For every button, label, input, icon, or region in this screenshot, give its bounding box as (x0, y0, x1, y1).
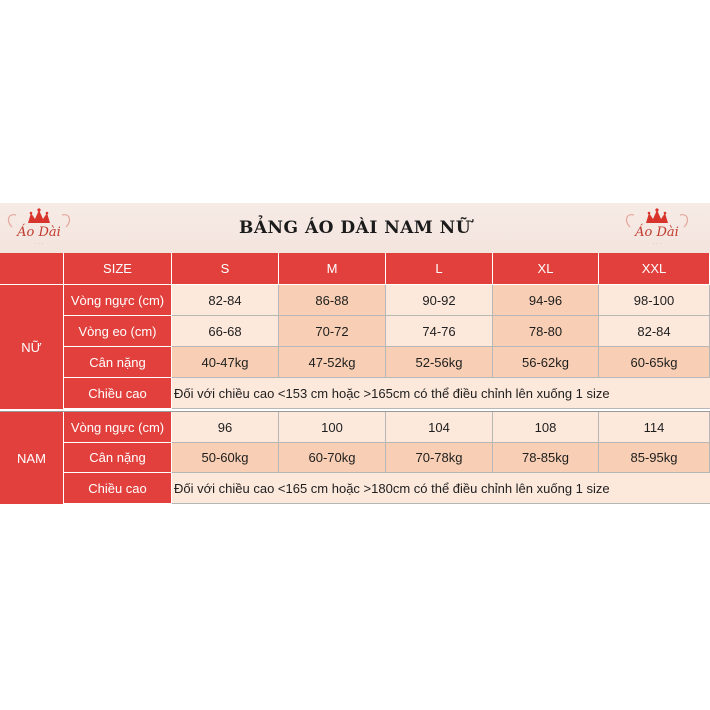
value-cell: 40-47kg (172, 347, 279, 378)
brand-logo-right (622, 207, 692, 251)
value-cell: 47-52kg (279, 347, 386, 378)
size-xxl: XXL (599, 253, 710, 285)
value-cell: 108 (493, 412, 599, 443)
row-label: Vòng ngực (cm) (64, 412, 172, 443)
row-label: Cân nặng (64, 347, 172, 378)
value-cell: 82-84 (599, 316, 710, 347)
value-cell: 52-56kg (386, 347, 493, 378)
value-cell: 66-68 (172, 316, 279, 347)
logo-subtext: ∙ ∙ ∙ (34, 241, 44, 247)
value-cell: 86-88 (279, 285, 386, 316)
value-cell: 82-84 (172, 285, 279, 316)
size-xl: XL (493, 253, 599, 285)
title-band (0, 203, 710, 254)
table-row (0, 347, 710, 378)
table-row (0, 443, 710, 473)
row-label: Cân nặng (64, 443, 172, 473)
height-note: Đối với chiều cao <165 cm hoặc >180cm có thể điều chỉnh lên xuống 1 size (172, 473, 710, 504)
value-cell: 60-70kg (279, 443, 386, 473)
table-row (0, 473, 710, 504)
height-note: Đối với chiều cao <153 cm hoặc >165cm có thể điều chỉnh lên xuống 1 size (172, 378, 710, 409)
row-label: Chiều cao (64, 473, 172, 504)
value-cell: 94-96 (493, 285, 599, 316)
value-cell: 50-60kg (172, 443, 279, 473)
group-label-nam: NAM (0, 412, 64, 504)
value-cell: 100 (279, 412, 386, 443)
value-cell: 60-65kg (599, 347, 710, 378)
size-column-label: SIZE (64, 253, 172, 285)
size-chart (0, 203, 710, 504)
size-m: M (279, 253, 386, 285)
value-cell: 104 (386, 412, 493, 443)
value-cell: 85-95kg (599, 443, 710, 473)
corner-cell (0, 253, 64, 285)
value-cell: 96 (172, 412, 279, 443)
table-row (0, 412, 710, 443)
value-cell: 78-85kg (493, 443, 599, 473)
value-cell: 90-92 (386, 285, 493, 316)
size-s: S (172, 253, 279, 285)
value-cell: 56-62kg (493, 347, 599, 378)
row-label: Vòng eo (cm) (64, 316, 172, 347)
value-cell: 78-80 (493, 316, 599, 347)
table-row (0, 316, 710, 347)
logo-text: Áo Dài (17, 225, 61, 240)
size-l: L (386, 253, 493, 285)
size-header-row (0, 253, 710, 285)
value-cell: 114 (599, 412, 710, 443)
row-label: Chiều cao (64, 378, 172, 409)
logo-text: Áo Dài (635, 225, 679, 240)
value-cell: 98-100 (599, 285, 710, 316)
table-row (0, 285, 710, 316)
value-cell: 70-72 (279, 316, 386, 347)
group-label-nu: NỮ (0, 285, 64, 409)
row-label: Vòng ngực (cm) (64, 285, 172, 316)
brand-logo-left (4, 207, 74, 251)
value-cell: 74-76 (386, 316, 493, 347)
logo-subtext: ∙ ∙ ∙ (652, 241, 662, 247)
page-title: BẢNG ÁO DÀI NAM NỮ (238, 218, 472, 238)
table-row (0, 378, 710, 409)
value-cell: 70-78kg (386, 443, 493, 473)
